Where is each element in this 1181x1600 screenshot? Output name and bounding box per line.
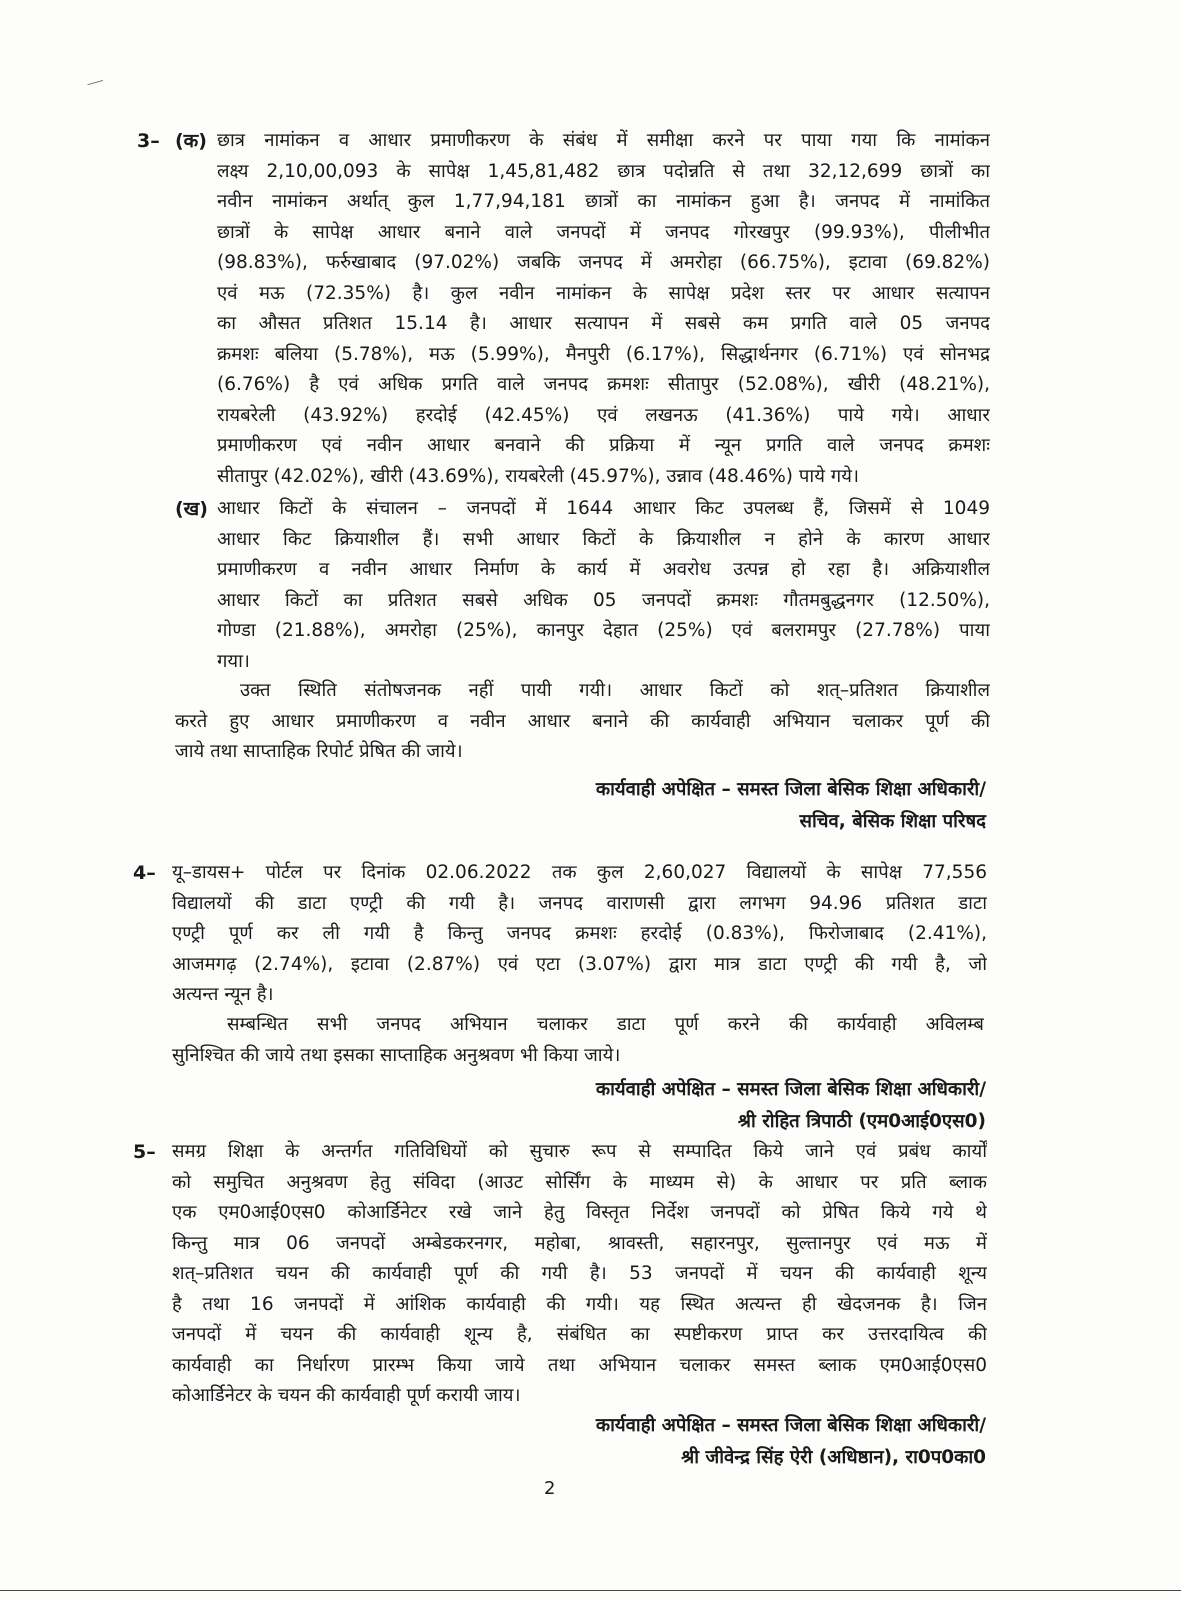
section-3-conclusion <box>175 676 990 768</box>
text-line: एण्ट्री पूर्ण कर ली गयी है किन्तु जनपद क्रमशः हरदोई (0.83%), फिरोजाबाद (2.41%), <box>172 923 987 944</box>
action-line: श्री जीवेन्द्र सिंह ऐरी (अधिष्ठान), रा0प0का0 <box>681 1447 986 1468</box>
text-line: प्रमाणीकरण व नवीन आधार निर्माण के कार्य में अवरोध उत्पन्न हो रहा है। अक्रियाशील <box>217 559 990 580</box>
action-line: श्री रोहित त्रिपाठी (एम0आई0एस0) <box>737 1111 986 1132</box>
text-line: को समुचित अनुश्रवण हेतु संविदा (आउट सोर्सिंग के माध्यम से) के आधार पर प्रति ब्लाक <box>172 1171 987 1193</box>
section-3-ka-label: (क) <box>175 130 207 152</box>
text-line: एवं मऊ (72.35%) है। कुल नवीन नामांकन के सापेक्ष प्रदेश स्तर पर आधार सत्यापन <box>217 282 990 304</box>
text-line: कोआर्डिनेटर के चयन की कार्यवाही पूर्ण करायी जाय। <box>172 1385 521 1406</box>
text-line: रायबरेली (43.92%) हरदोई (42.45%) एवं लखनऊ (41.36%) पाये गये। आधार <box>217 404 990 426</box>
text-line: कार्यवाही का निर्धारण प्रारम्भ किया जाये तथा अभियान चलाकर समस्त ब्लाक एम0आई0एस0 <box>172 1354 987 1376</box>
text-line: विद्यालयों की डाटा एण्ट्री की गयी है। जनपद वाराणसी द्वारा लगभग 94.96 प्रतिशत डाटा <box>172 892 987 914</box>
action-line: कार्यवाही अपेक्षित – समस्त जिला बेसिक शिक्षा अधिकारी/ <box>595 1415 986 1436</box>
section-3-kha-paragraph <box>217 494 990 677</box>
text-line: प्रमाणीकरण एवं नवीन आधार बनवाने की प्रक्रिया में न्यून प्रगति वाले जनपद क्रमशः <box>217 435 990 456</box>
text-line: आधार किटों के संचालन – जनपदों में 1644 आधार किट उपलब्ध हैं, जिसमें से 1049 <box>217 498 990 519</box>
section-4-action <box>596 1074 986 1138</box>
page-number: 2 <box>544 1478 556 1499</box>
text-line: का औसत प्रतिशत 15.14 है। आधार सत्यापन में सबसे कम प्रगति वाले 05 जनपद <box>217 313 990 334</box>
text-line: गया। <box>217 650 250 672</box>
text-line: अत्यन्त न्यून है। <box>172 984 274 1005</box>
text-line: (6.76%) है एवं अधिक प्रगति वाले जनपद क्रमशः सीतापुर (52.08%), खीरी (48.21%), <box>217 374 990 395</box>
section-5-action <box>596 1410 986 1474</box>
text-line: छात्रों के सापेक्ष आधार बनाने वाले जनपदों में जनपद गोरखपुर (99.93%), पीलीभीत <box>217 221 990 243</box>
text-line: जनपदों में चयन की कार्यवाही शून्य है, संबंधित का स्पष्टीकरण प्राप्त कर उत्तरदायित्व की <box>172 1324 987 1345</box>
text-line: सुनिश्चित की जाये तथा इसका साप्ताहिक अनुश्रवण भी किया जाये। <box>172 1044 621 1066</box>
scan-mark <box>87 80 104 91</box>
page-bottom-rule <box>0 1590 1181 1591</box>
text-line: किन्तु मात्र 06 जनपदों अम्बेडकरनगर, महोबा, श्रावस्ती, सहारनपुर, सुल्तानपुर एवं मऊ में <box>172 1232 987 1254</box>
section-4-paragraph <box>172 858 987 1011</box>
action-line: सचिव, बेसिक शिक्षा परिषद <box>799 811 986 832</box>
section-5-number: 5– <box>133 1141 156 1163</box>
text-line: गोण्डा (21.88%), अमरोहा (25%), कानपुर देहात (25%) एवं बलरामपुर (27.78%) पाया <box>217 620 990 641</box>
text-line: यू–डायस+ पोर्टल पर दिनांक 02.06.2022 तक कुल 2,60,027 विद्यालयों के सापेक्ष 77,556 <box>172 862 987 883</box>
text-line: नवीन नामांकन अर्थात् कुल 1,77,94,181 छात्रों का नामांकन हुआ है। जनपद में नामांकित <box>217 191 990 212</box>
text-line: उक्त स्थिति संतोषजनक नहीं पायी गयी। आधार किटों को शत्–प्रतिशत क्रियाशील <box>240 680 990 701</box>
text-line: सीतापुर (42.02%), खीरी (43.69%), रायबरेली (45.97%), उन्नाव (48.46%) पाये गये। <box>217 465 859 487</box>
text-line: जाये तथा साप्ताहिक रिपोर्ट प्रेषित की जाये। <box>175 741 463 762</box>
text-line: क्रमशः बलिया (5.78%), मऊ (5.99%), मैनपुरी (6.17%), सिद्धार्थनगर (6.71%) एवं सोनभद्र <box>217 343 990 365</box>
text-line: छात्र नामांकन व आधार प्रमाणीकरण के संबंध में समीक्षा करने पर पाया गया कि नामांकन <box>217 130 990 151</box>
section-5-paragraph <box>172 1137 987 1412</box>
section-3-kha-label: (ख) <box>175 498 208 520</box>
section-3-number: 3– <box>137 130 160 152</box>
action-line: कार्यवाही अपेक्षित – समस्त जिला बेसिक शिक्षा अधिकारी/ <box>595 779 986 800</box>
text-line: लक्ष्य 2,10,00,093 के सापेक्ष 1,45,81,482 छात्र पदोन्नति से तथा 32,12,699 छात्रों का <box>217 160 990 182</box>
section-3-action <box>596 774 986 838</box>
text-line: आजमगढ़ (2.74%), इटावा (2.87%) एवं एटा (3.07%) द्वारा मात्र डाटा एण्ट्री की गयी है, जो <box>172 953 987 975</box>
action-line: कार्यवाही अपेक्षित – समस्त जिला बेसिक शिक्षा अधिकारी/ <box>595 1079 986 1100</box>
text-line: है तथा 16 जनपदों में आंशिक कार्यवाही की गयी। यह स्थित अत्यन्त ही खेदजनक है। जिन <box>172 1293 987 1315</box>
text-line: आधार किट क्रियाशील हैं। सभी आधार किटों के क्रियाशील न होने के कारण आधार <box>217 528 990 550</box>
text-line: करते हुए आधार प्रमाणीकरण व नवीन आधार बनाने की कार्यवाही अभियान चलाकर पूर्ण की <box>175 710 990 732</box>
text-line: (98.83%), फर्रुखाबाद (97.02%) जबकि जनपद में अमरोहा (66.75%), इटावा (69.82%) <box>217 252 990 273</box>
section-4-conclusion <box>172 1010 984 1071</box>
text-line: शत्–प्रतिशत चयन की कार्यवाही पूर्ण की गयी है। 53 जनपदों में चयन की कार्यवाही शून्य <box>172 1263 987 1284</box>
text-line: समग्र शिक्षा के अन्तर्गत गतिविधियों को सुचारु रूप से सम्पादित किये जाने एवं प्रबंध कार्यों <box>172 1141 987 1162</box>
text-line: एक एम0आई0एस0 कोआर्डिनेटर रखे जाने हेतु विस्तृत निर्देश जनपदों को प्रेषित किये गये थे <box>172 1202 987 1223</box>
text-line: सम्बन्धित सभी जनपद अभियान चलाकर डाटा पूर्ण करने की कार्यवाही अविलम्ब <box>227 1014 984 1035</box>
text-line: आधार किटों का प्रतिशत सबसे अधिक 05 जनपदों क्रमशः गौतमबुद्धनगर (12.50%), <box>217 589 990 611</box>
section-4-number: 4– <box>133 862 156 884</box>
section-3-ka-paragraph <box>217 126 990 492</box>
